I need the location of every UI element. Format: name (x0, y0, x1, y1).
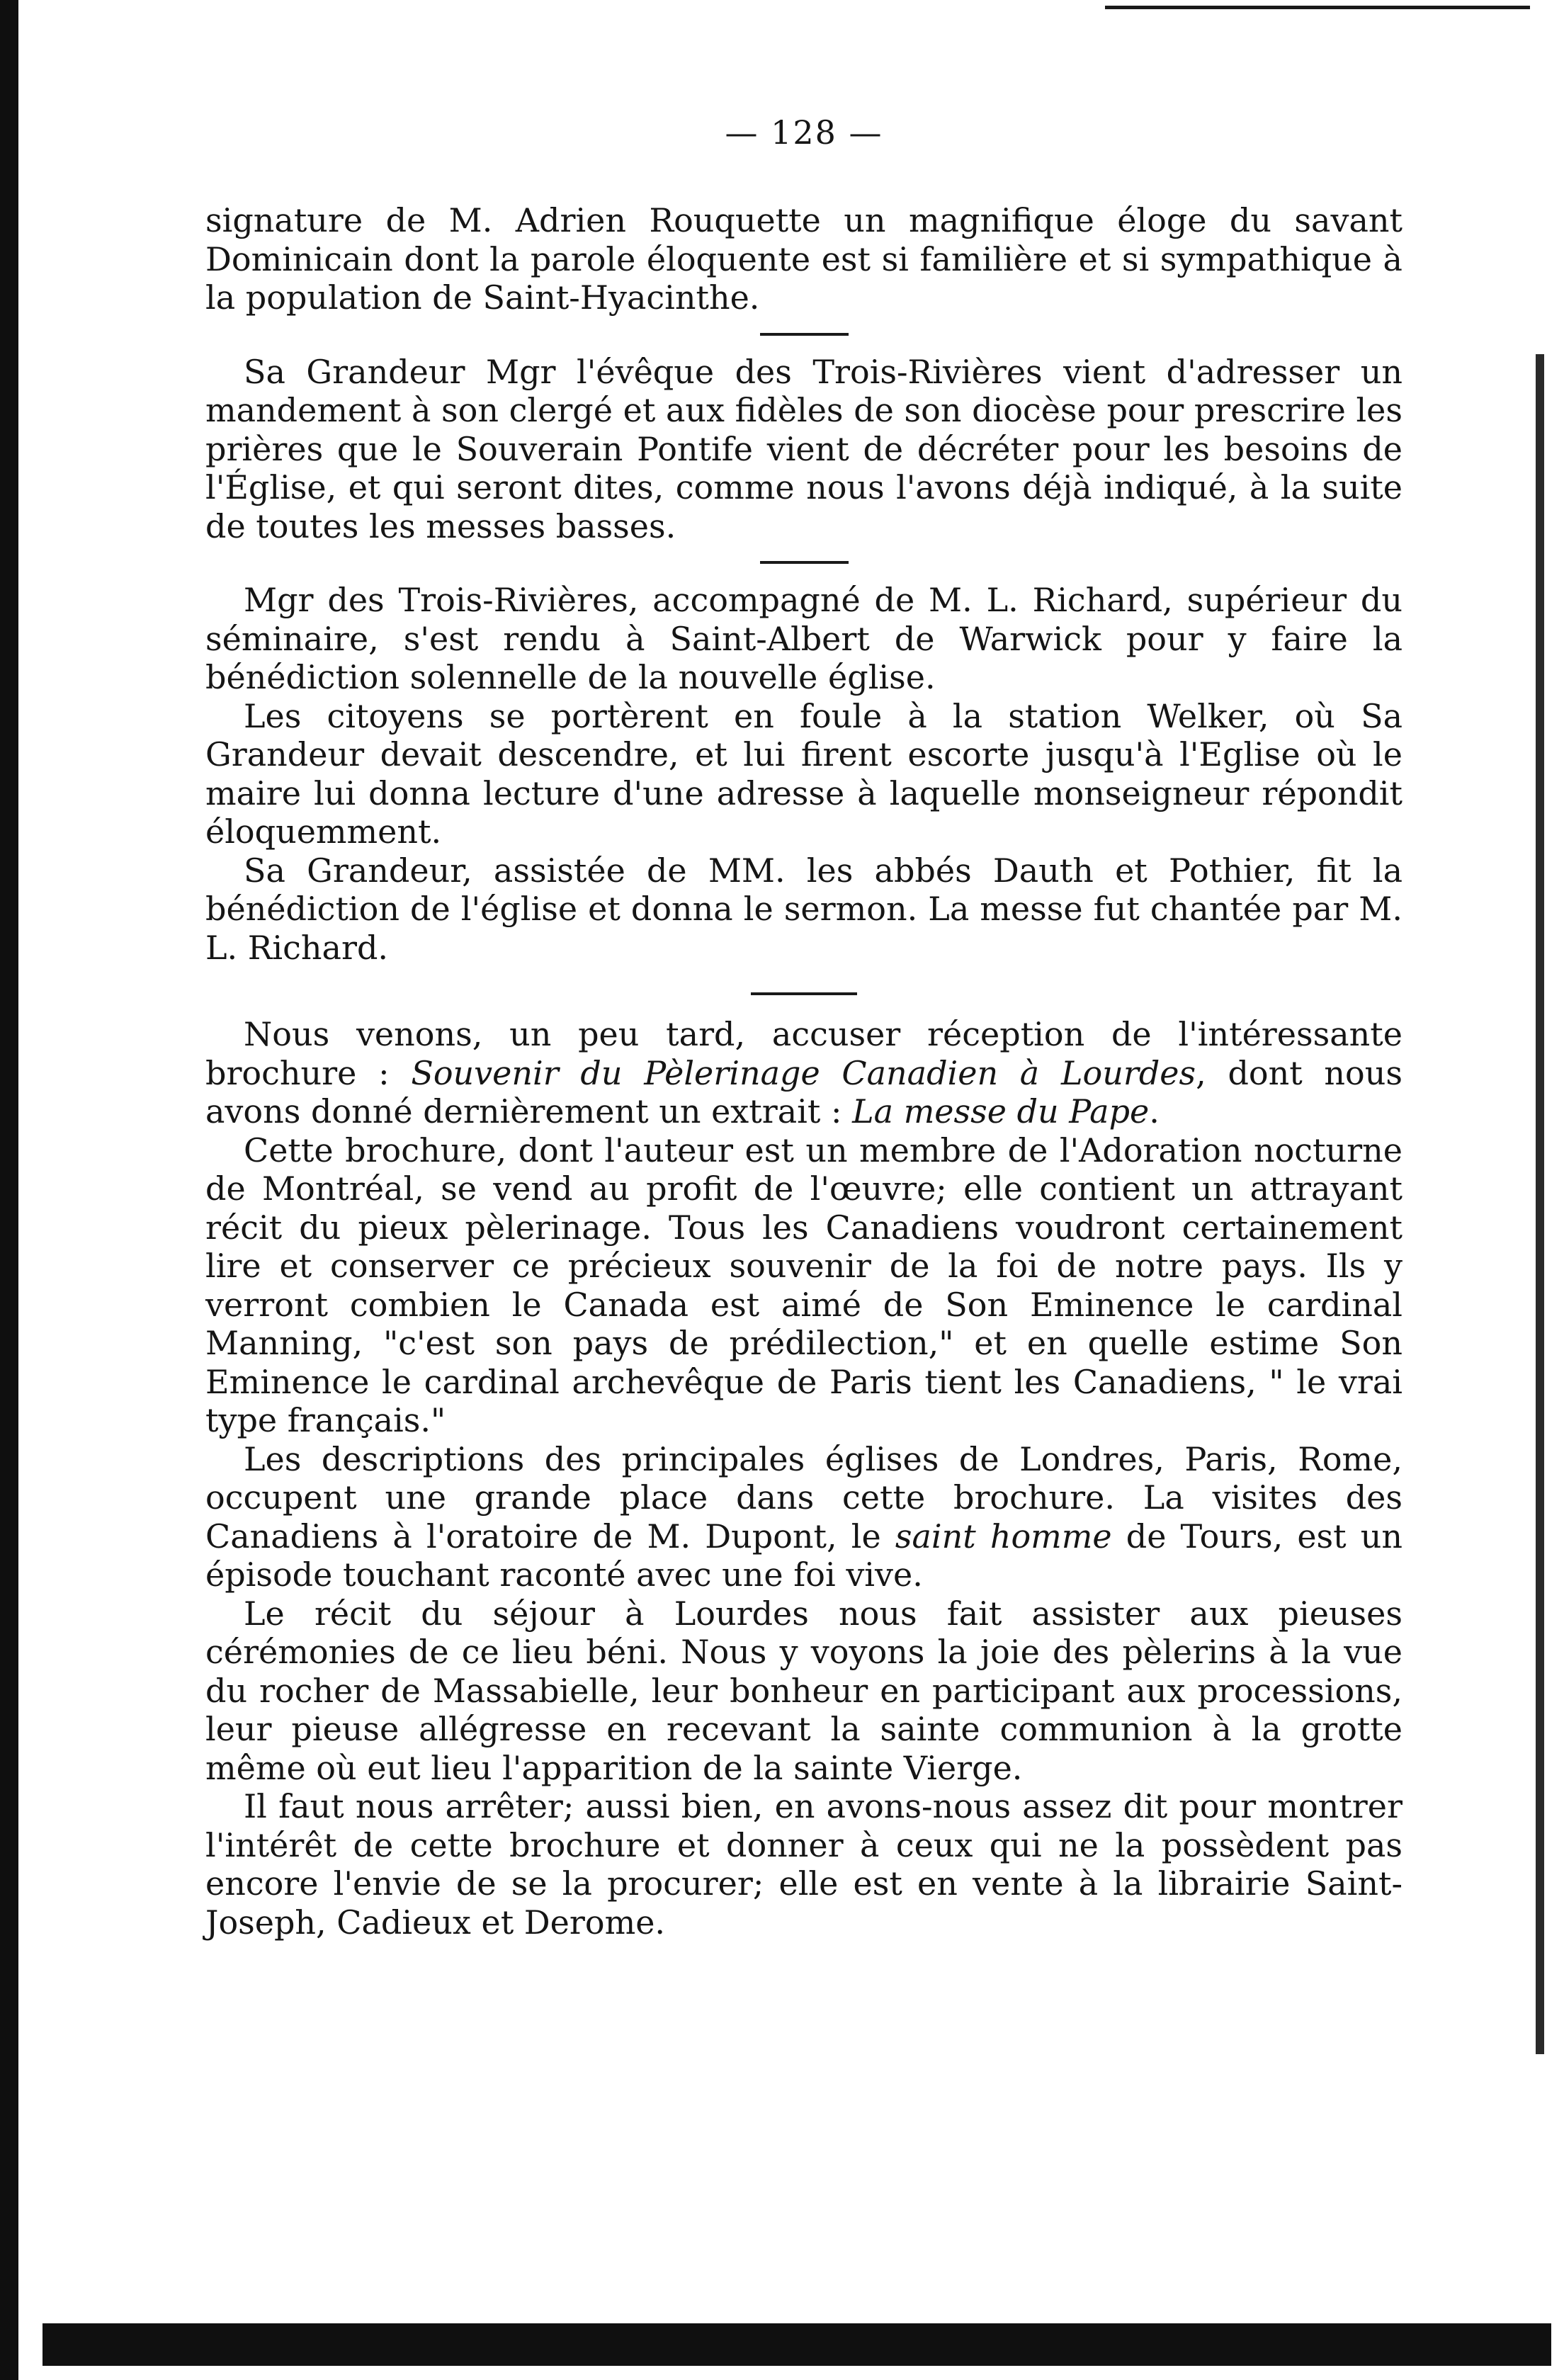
paragraph-3: Mgr des Trois-Rivières, accompagné de M. L. Richard, supérieur du séminaire, s'est rendu à Saint-Albert de Warwick pour y faire la bénédiction solennelle de la nouvelle église. (205, 581, 1402, 696)
extract-title: La messe du Pape (852, 1092, 1150, 1130)
saint-homme-text: saint homme (895, 1517, 1112, 1556)
page-number: — 128 — (725, 113, 883, 152)
paragraph-8-start: Les descriptions des principales églises de Londres, Paris, Rome, occupent une grande place dans cette brochure. La visites des Canadiens à l'oratoire de M. Dupont, le (205, 1439, 1402, 1556)
section-divider (751, 992, 857, 995)
scan-bottom-border (42, 2323, 1551, 2366)
section-divider (760, 561, 849, 564)
paragraph-4: Les citoyens se portèrent en foule à la station Welker, où Sa Grandeur devait descendre, et lui firent escorte jusqu'à l'Eglise où le maire lui donna lecture d'une adresse à laquelle monseigneur répondit éloquemment. (205, 696, 1402, 851)
paragraph-6-end: . (1149, 1092, 1160, 1130)
paragraph-8 (205, 1440, 1402, 1594)
paragraph-10: Il faut nous arrêter; aussi bien, en avons-nous assez dit pour montrer l'intérêt de cette brochure et donner à ceux qui ne la possèdent pas encore l'envie de se la procurer; elle est en vente à la librairie Saint-Joseph, Cadieux et Derome. (205, 1787, 1402, 1942)
paragraph-8-end: de Tours, est un épisode touchant raconté avec une foi vive. (205, 1517, 1403, 1594)
paragraph-9: Le récit du séjour à Lourdes nous fait assister aux pieuses cérémonies de ce lieu béni. Nous y voyons la joie des pèlerins à la vue du rocher de Massabielle, leur bonheur en participant aux processions, leur pieuse allégresse en recevant la sainte communion à la grotte même où eut lieu l'apparition de la sainte Vierge. (205, 1594, 1402, 1787)
document-page (205, 113, 1402, 1942)
scan-left-border (0, 0, 18, 2380)
brochure-title: Souvenir du Pèlerinage Canadien à Lourdes (411, 1053, 1196, 1092)
paragraph-5: Sa Grandeur, assistée de MM. les abbés Dauth et Pothier, fit la bénédiction de l'église et donna le sermon. La messe fut chantée par M. L. Richard. (205, 851, 1402, 967)
paragraph-6-mid: , dont nous avons donné dernièrement un extrait : (205, 1053, 1402, 1130)
section-divider (760, 333, 849, 336)
scan-right-border (1536, 354, 1544, 2054)
paragraph-1: signature de M. Adrien Rouquette un magnifique éloge du savant Dominicain dont la parole éloquente est si familière et si sympathique à la population de Saint-Hyacinthe. (205, 201, 1402, 317)
paragraph-6-start: Nous venons, un peu tard, accuser réception de l'intéressante brochure : (205, 1015, 1402, 1092)
scan-top-line (1105, 6, 1530, 9)
paragraph-6 (205, 1015, 1402, 1131)
paragraph-2: Sa Grandeur Mgr l'évêque des Trois-Rivières vient d'adresser un mandement à son clergé et aux fidèles de son diocèse pour prescrire les prières que le Souverain Pontife vient de décréter pour les besoins de l'Église, et qui seront dites, comme nous l'avons déjà indiqué, à la suite de toutes les messes basses. (205, 352, 1402, 545)
paragraph-7: Cette brochure, dont l'auteur est un membre de l'Adoration nocturne de Montréal, se vend au profit de l'œuvre; elle contient un attrayant récit du pieux pèlerinage. Tous les Canadiens voudront certainement lire et conserver ce précieux souvenir de la foi de notre pays. Ils y verront combien le Canada est aimé de Son Eminence le cardinal Manning, "c'est son pays de prédilection," et en quelle estime Son Eminence le cardinal archevêque de Paris tient les Canadiens, " le vrai type français." (205, 1130, 1402, 1439)
